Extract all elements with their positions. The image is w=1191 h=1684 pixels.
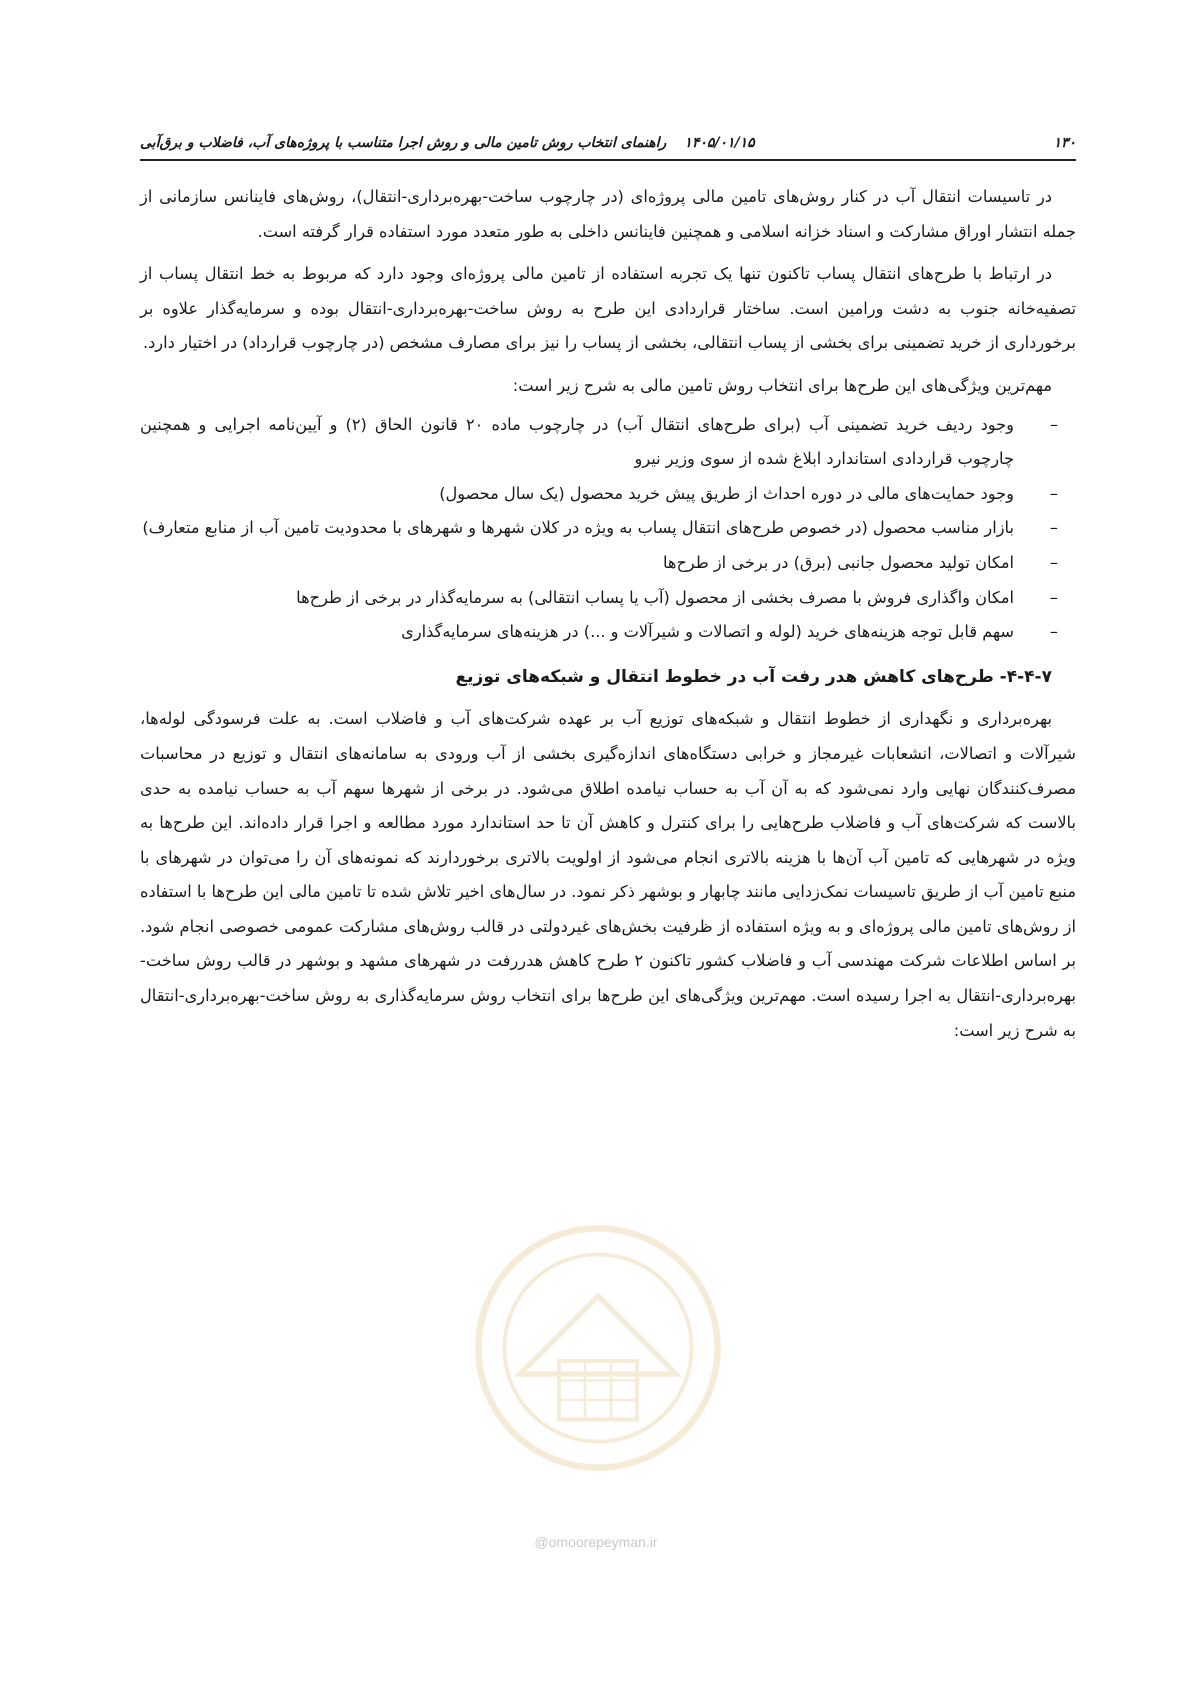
list-item-text: بازار مناسب محصول (در خصوص طرح‌های انتقال پساب به ویژه در کلان شهرها و شهرهای با محدودیت تامین آب از منابع متعارف) <box>142 518 1014 538</box>
list-item-text: امکان واگذاری فروش با مصرف بخشی از محصول (آب یا پساب انتقالی) به سرمایه‌گذار در برخی از طرح‌ها <box>296 587 1014 607</box>
bullet-dash: – <box>1049 518 1058 538</box>
header-rule <box>140 159 1076 161</box>
list-item-text: سهم قابل توجه هزینه‌های خرید (لوله و اتصالات و شیرآلات و ...) در هزینه‌های سرمایه‌گذاری <box>401 622 1014 642</box>
list-item <box>140 477 1076 512</box>
paragraph-loss-reduction: بهره‌برداری و نگهداری از خطوط انتقال و شبکه‌های توزیع آب بر عهده شرکت‌های آب و فاضلاب است. به علت فرسودگی لوله‌ها، شیرآلات و اتصالات، انشعابات غیرمجاز و خرابی دستگاه‌های اندازه‌گیری بخشی از آب ورودی به سامانه‌های انتقال و توزیع در محاسبات مصرف‌کنندگان نهایی وارد نمی‌شود که به آن آب به حساب نیامده اطلاق می‌شود. در برخی از شهرها سهم آب به حساب نیامده به حدی بالاست که شرکت‌های آب و فاضلاب طرح‌هایی را برای کنترل و کاهش آن تا حد استاندارد مورد مطالعه و اجرا قرار داده‌اند. این طرح‌ها به ویژه در شهرهایی که تامین آب آن‌ها با هزینه بالاتری انجام می‌شود از اولویت بالاتری برخوردارند که نمونه‌های آن را می‌توان در شهرهای با منبع تامین آب از طریق تاسیسات نمک‌زدایی مانند چابهار و بوشهر ذکر نمود. در سال‌های اخیر تلاش شده تا تامین مالی این طرح‌ها با استفاده از روش‌های تامین مالی پروژه‌ای و به ویژه استفاده از ظرفیت بخش‌های غیردولتی در قالب روش‌های مشارکت عمومی خصوصی انجام شود. بر اساس اطلاعات شرکت مهندسی آب و فاضلاب کشور تاکنون ۲ طرح کاهش هدررفت در شهرهای مشهد و بوشهر در قالب روش ساخت-بهره‌برداری-انتقال به اجرا رسیده است. مهم‌ترین ویژگی‌های این طرح‌ها برای انتخاب روش سرمایه‌گذاری به روش ساخت-بهره‌برداری-انتقال به شرح زیر است: <box>140 709 1076 1040</box>
watermark-text: @omoorepeyman.ir <box>534 1534 658 1550</box>
list-item <box>140 511 1076 546</box>
list-item <box>140 615 1076 650</box>
header-date: ۱۴۰۵/۰۱/۱۵ <box>684 135 755 151</box>
bullet-dash: – <box>1049 414 1058 434</box>
bullet-dash: – <box>1049 483 1058 503</box>
paragraph-wastewater-transfer: در ارتباط با طرح‌های انتقال پساب تاکنون تنها یک تجربه استفاده از تامین مالی پروژه‌ای وجود دارد که مربوط به خط انتقال پساب از تصفیه‌خانه جنوب به دشت ورامین است. ساختار قراردادی این طرح به روش ساخت-بهره‌برداری-انتقال بوده و سرمایه‌گذار علاوه بر برخورداری از خرید تضمینی برای بخشی از پساب انتقالی، بخشی از پساب را نیز برای مصارف مشخص (در چارچوب قرارداد) در اختیار دارد. <box>140 264 1076 353</box>
bullet-dash: – <box>1049 587 1058 607</box>
running-header <box>140 128 1076 158</box>
paragraph-features-intro: مهم‌ترین ویژگی‌های این طرح‌ها برای انتخاب روش تامین مالی به شرح زیر است: <box>512 375 1052 395</box>
section-heading: ۴-۴-۷- طرح‌های کاهش هدر رفت آب در خطوط انتقال و شبکه‌های توزیع <box>455 666 1052 687</box>
list-item-text: وجود ردیف خرید تضمینی آب (برای طرح‌های انتقال آب) در چارچوب ماده ۲۰ قانون الحاق (۲) و آیین‌نامه اجرایی و همچنین چارچوب قراردادی استاندارد ابلاغ شده از سوی وزیر نیرو <box>140 414 1014 469</box>
page-body <box>140 180 1076 1056</box>
watermark-seal-logo <box>468 1218 728 1478</box>
list-item-text: امکان تولید محصول جانبی (برق) در برخی از طرح‌ها <box>662 552 1014 572</box>
list-item-text: وجود حمایت‌های مالی در دوره احداث از طریق پیش خرید محصول (یک سال محصول) <box>439 483 1014 503</box>
header-title: راهنمای انتخاب روش تامین مالی و روش اجرا متناسب با پروژه‌های آب، فاضلاب و برق‌آبی <box>140 135 667 151</box>
list-item <box>140 546 1076 581</box>
bullet-dash: – <box>1049 552 1058 572</box>
header-title-group <box>140 135 755 151</box>
features-list <box>140 408 1076 650</box>
page-number: ۱۳۰ <box>1053 135 1076 151</box>
bullet-dash: – <box>1049 622 1058 642</box>
list-item <box>140 408 1076 477</box>
list-item <box>140 581 1076 616</box>
paragraph-water-transfer-financing: در تاسیسات انتقال آب در کنار روش‌های تامین مالی پروژه‌ای (در چارچوب ساخت-بهره‌برداری-انتقال)، روش‌های فاینانس سازمانی از جمله انتشار اوراق مشارکت و اسناد خزانه اسلامی و همچنین فاینانس داخلی به طور متعدد مورد استفاده قرار گرفته است. <box>140 187 1076 241</box>
